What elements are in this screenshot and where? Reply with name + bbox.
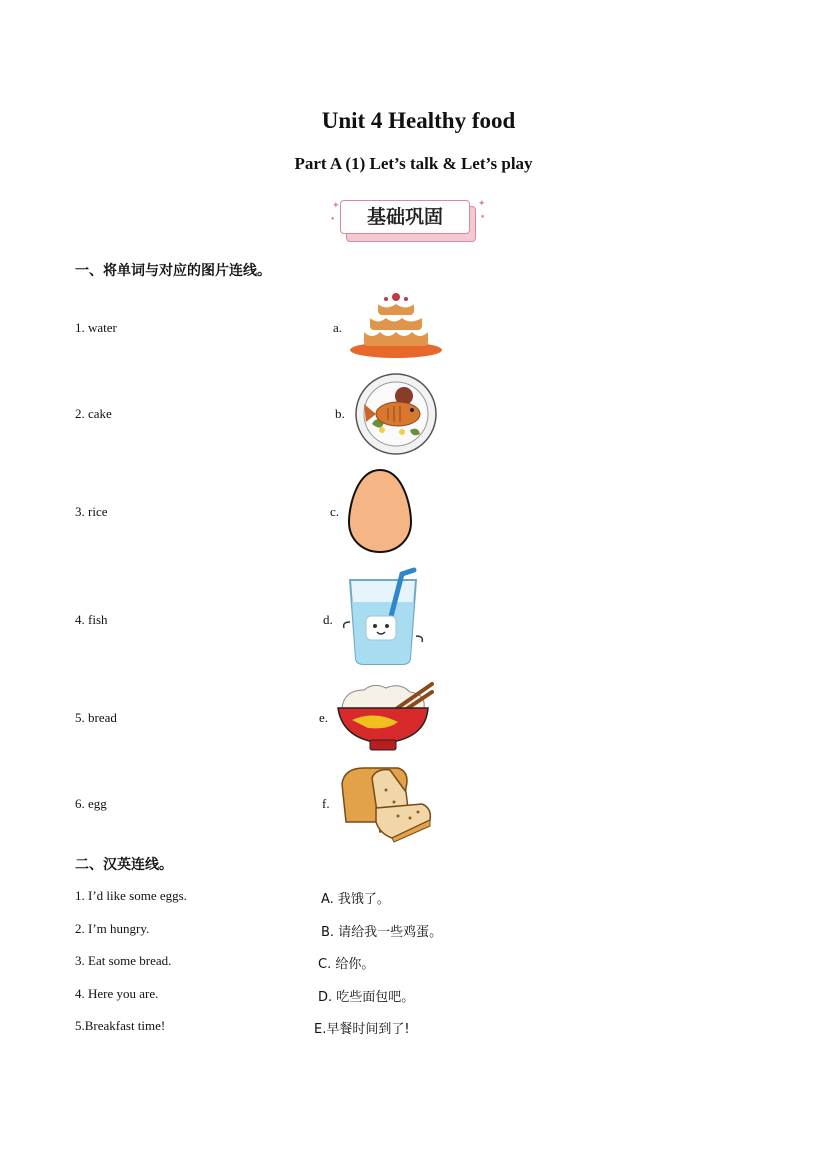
chinese-sentence: B. 请给我一些鸡蛋。 bbox=[321, 925, 443, 940]
section-badge bbox=[330, 198, 486, 244]
page-subtitle: Part A (1) Let’s talk & Let’s play bbox=[294, 154, 533, 173]
fish-plate-picture bbox=[354, 372, 438, 456]
chinese-sentence: C. 给你。 bbox=[318, 957, 375, 972]
word-item: 5. bread bbox=[75, 710, 117, 725]
word-item: 6. egg bbox=[75, 796, 107, 811]
cake-picture bbox=[348, 290, 444, 360]
badge-label: 基础巩固 bbox=[340, 200, 470, 234]
water-glass-picture bbox=[340, 566, 432, 666]
sparkle-icon: ✦ bbox=[332, 201, 340, 211]
section1-heading: 一、将单词与对应的图片连线。 bbox=[75, 263, 271, 279]
picture-letter: f. bbox=[322, 796, 330, 811]
english-sentence: 2. I’m hungry. bbox=[75, 921, 150, 936]
sparkle-icon: • bbox=[330, 215, 336, 225]
chinese-sentence: D. 吃些面包吧。 bbox=[318, 990, 415, 1005]
chinese-sentence: E.早餐时间到了! bbox=[314, 1022, 410, 1037]
english-sentence: 5.Breakfast time! bbox=[75, 1018, 166, 1033]
sparkle-icon: • bbox=[480, 213, 486, 223]
picture-letter: d. bbox=[323, 612, 333, 627]
page-title: Unit 4 Healthy food bbox=[321, 108, 516, 133]
picture-letter: c. bbox=[330, 504, 340, 519]
word-item: 1. water bbox=[75, 320, 117, 335]
picture-letter: b. bbox=[335, 406, 345, 421]
word-item: 3. rice bbox=[75, 504, 108, 519]
picture-letter: a. bbox=[333, 320, 343, 335]
bread-picture bbox=[336, 762, 434, 844]
english-sentence: 4. Here you are. bbox=[75, 986, 159, 1001]
english-sentence: 1. I’d like some eggs. bbox=[75, 888, 187, 903]
english-sentence: 3. Eat some bread. bbox=[75, 953, 172, 968]
chinese-sentence: A. 我饿了。 bbox=[321, 892, 390, 907]
rice-bowl-picture bbox=[334, 680, 434, 754]
word-item: 4. fish bbox=[75, 612, 108, 627]
word-item: 2. cake bbox=[75, 406, 112, 421]
egg-picture bbox=[347, 468, 413, 554]
sparkle-icon: ✦ bbox=[478, 199, 486, 209]
picture-letter: e. bbox=[319, 710, 329, 725]
section2-heading: 二、汉英连线。 bbox=[75, 857, 173, 873]
